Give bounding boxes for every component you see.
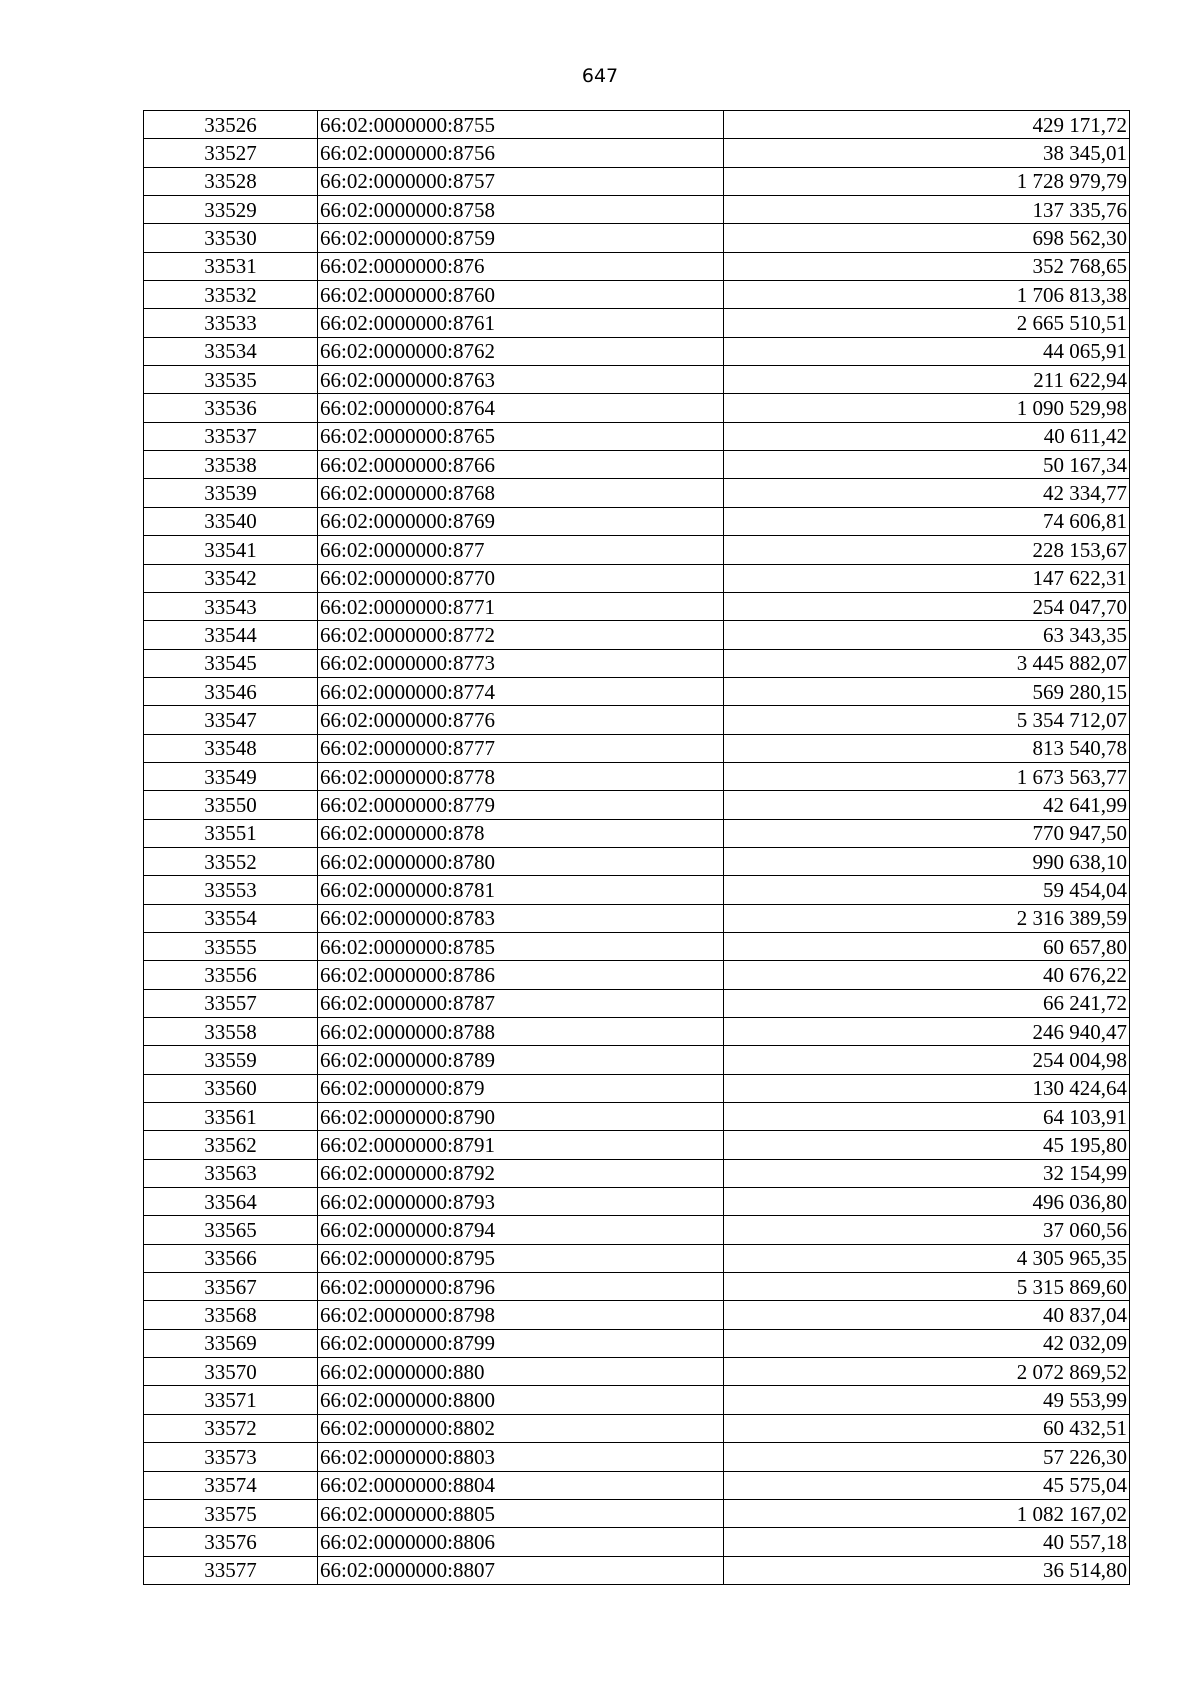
value-cell: 2 072 869,52 [724, 1358, 1130, 1386]
cadastral-number-cell: 66:02:0000000:8772 [318, 621, 724, 649]
table-row [144, 1556, 1130, 1584]
table-row [144, 224, 1130, 252]
cadastral-number-cell: 66:02:0000000:8805 [318, 1499, 724, 1527]
cadastral-number-cell: 66:02:0000000:880 [318, 1358, 724, 1386]
value-cell: 45 575,04 [724, 1471, 1130, 1499]
table-row [144, 932, 1130, 960]
cadastral-number-cell: 66:02:0000000:8777 [318, 734, 724, 762]
cadastral-number-cell: 66:02:0000000:878 [318, 819, 724, 847]
table-row [144, 394, 1130, 422]
table-row [144, 1499, 1130, 1527]
cadastral-number-cell: 66:02:0000000:8755 [318, 111, 724, 139]
value-cell: 50 167,34 [724, 451, 1130, 479]
cadastral-number-cell: 66:02:0000000:8769 [318, 507, 724, 535]
value-cell: 137 335,76 [724, 196, 1130, 224]
table-row [144, 451, 1130, 479]
value-cell: 254 004,98 [724, 1046, 1130, 1074]
value-cell: 40 837,04 [724, 1301, 1130, 1329]
table-row [144, 1301, 1130, 1329]
cadastral-number-cell: 66:02:0000000:8761 [318, 309, 724, 337]
cadastral-number-cell: 66:02:0000000:8794 [318, 1216, 724, 1244]
value-cell: 42 641,99 [724, 791, 1130, 819]
cadastral-number-cell: 66:02:0000000:8756 [318, 139, 724, 167]
cadastral-number-cell: 66:02:0000000:8762 [318, 337, 724, 365]
row-number-cell: 33538 [144, 451, 318, 479]
row-number-cell: 33556 [144, 961, 318, 989]
table-row [144, 337, 1130, 365]
cadastral-number-cell: 66:02:0000000:8781 [318, 876, 724, 904]
row-number-cell: 33537 [144, 422, 318, 450]
cadastral-number-cell: 66:02:0000000:8783 [318, 904, 724, 932]
data-table [143, 110, 1130, 1585]
table-row [144, 564, 1130, 592]
cadastral-number-cell: 66:02:0000000:8792 [318, 1159, 724, 1187]
cadastral-number-cell: 66:02:0000000:879 [318, 1074, 724, 1102]
row-number-cell: 33528 [144, 167, 318, 195]
value-cell: 990 638,10 [724, 847, 1130, 875]
row-number-cell: 33562 [144, 1131, 318, 1159]
table-row [144, 1329, 1130, 1357]
cadastral-number-cell: 66:02:0000000:8786 [318, 961, 724, 989]
table-row [144, 1471, 1130, 1499]
row-number-cell: 33554 [144, 904, 318, 932]
row-number-cell: 33539 [144, 479, 318, 507]
table-row [144, 592, 1130, 620]
cadastral-number-cell: 66:02:0000000:8778 [318, 762, 724, 790]
table-row [144, 904, 1130, 932]
table-row [144, 989, 1130, 1017]
table-row [144, 252, 1130, 280]
cadastral-number-cell: 66:02:0000000:8802 [318, 1414, 724, 1442]
row-number-cell: 33575 [144, 1499, 318, 1527]
value-cell: 254 047,70 [724, 592, 1130, 620]
cadastral-number-cell: 66:02:0000000:8787 [318, 989, 724, 1017]
table-row [144, 1188, 1130, 1216]
table-row [144, 507, 1130, 535]
value-cell: 429 171,72 [724, 111, 1130, 139]
value-cell: 57 226,30 [724, 1443, 1130, 1471]
table-row [144, 706, 1130, 734]
cadastral-number-cell: 66:02:0000000:8776 [318, 706, 724, 734]
cadastral-number-cell: 66:02:0000000:8758 [318, 196, 724, 224]
cadastral-number-cell: 66:02:0000000:8789 [318, 1046, 724, 1074]
value-cell: 1 082 167,02 [724, 1499, 1130, 1527]
value-cell: 147 622,31 [724, 564, 1130, 592]
row-number-cell: 33551 [144, 819, 318, 847]
row-number-cell: 33536 [144, 394, 318, 422]
table-row [144, 1443, 1130, 1471]
table-row [144, 1414, 1130, 1442]
value-cell: 40 611,42 [724, 422, 1130, 450]
cadastral-number-cell: 66:02:0000000:8764 [318, 394, 724, 422]
row-number-cell: 33527 [144, 139, 318, 167]
row-number-cell: 33531 [144, 252, 318, 280]
table-row [144, 1386, 1130, 1414]
table-row [144, 111, 1130, 139]
table-row [144, 1018, 1130, 1046]
cadastral-number-cell: 66:02:0000000:8785 [318, 932, 724, 960]
table-row [144, 536, 1130, 564]
row-number-cell: 33563 [144, 1159, 318, 1187]
row-number-cell: 33557 [144, 989, 318, 1017]
value-cell: 698 562,30 [724, 224, 1130, 252]
row-number-cell: 33553 [144, 876, 318, 904]
value-cell: 36 514,80 [724, 1556, 1130, 1584]
value-cell: 60 657,80 [724, 932, 1130, 960]
table-row [144, 196, 1130, 224]
table-row [144, 309, 1130, 337]
row-number-cell: 33555 [144, 932, 318, 960]
row-number-cell: 33529 [144, 196, 318, 224]
table-row [144, 1074, 1130, 1102]
row-number-cell: 33576 [144, 1528, 318, 1556]
value-cell: 49 553,99 [724, 1386, 1130, 1414]
table-row [144, 734, 1130, 762]
table-row [144, 1528, 1130, 1556]
row-number-cell: 33558 [144, 1018, 318, 1046]
value-cell: 44 065,91 [724, 337, 1130, 365]
cadastral-number-cell: 66:02:0000000:8788 [318, 1018, 724, 1046]
row-number-cell: 33544 [144, 621, 318, 649]
row-number-cell: 33577 [144, 1556, 318, 1584]
value-cell: 59 454,04 [724, 876, 1130, 904]
row-number-cell: 33570 [144, 1358, 318, 1386]
value-cell: 42 032,09 [724, 1329, 1130, 1357]
value-cell: 813 540,78 [724, 734, 1130, 762]
cadastral-number-cell: 66:02:0000000:8763 [318, 366, 724, 394]
row-number-cell: 33546 [144, 677, 318, 705]
value-cell: 66 241,72 [724, 989, 1130, 1017]
table-row [144, 167, 1130, 195]
table-row [144, 1216, 1130, 1244]
table-row [144, 1046, 1130, 1074]
row-number-cell: 33535 [144, 366, 318, 394]
value-cell: 211 622,94 [724, 366, 1130, 394]
value-cell: 3 445 882,07 [724, 649, 1130, 677]
row-number-cell: 33543 [144, 592, 318, 620]
value-cell: 40 676,22 [724, 961, 1130, 989]
page-number: 647 [581, 65, 619, 87]
row-number-cell: 33548 [144, 734, 318, 762]
cadastral-number-cell: 66:02:0000000:8804 [318, 1471, 724, 1499]
value-cell: 40 557,18 [724, 1528, 1130, 1556]
table-row [144, 876, 1130, 904]
row-number-cell: 33567 [144, 1273, 318, 1301]
table-row [144, 847, 1130, 875]
cadastral-number-cell: 66:02:0000000:8807 [318, 1556, 724, 1584]
cadastral-number-cell: 66:02:0000000:8770 [318, 564, 724, 592]
table-row [144, 961, 1130, 989]
value-cell: 5 354 712,07 [724, 706, 1130, 734]
row-number-cell: 33574 [144, 1471, 318, 1499]
value-cell: 2 316 389,59 [724, 904, 1130, 932]
value-cell: 1 673 563,77 [724, 762, 1130, 790]
row-number-cell: 33571 [144, 1386, 318, 1414]
row-number-cell: 33530 [144, 224, 318, 252]
cadastral-number-cell: 66:02:0000000:8757 [318, 167, 724, 195]
table-row [144, 649, 1130, 677]
cadastral-number-cell: 66:02:0000000:8760 [318, 281, 724, 309]
value-cell: 569 280,15 [724, 677, 1130, 705]
cadastral-number-cell: 66:02:0000000:877 [318, 536, 724, 564]
table-row [144, 422, 1130, 450]
value-cell: 74 606,81 [724, 507, 1130, 535]
row-number-cell: 33542 [144, 564, 318, 592]
value-cell: 38 345,01 [724, 139, 1130, 167]
row-number-cell: 33565 [144, 1216, 318, 1244]
row-number-cell: 33561 [144, 1103, 318, 1131]
value-cell: 4 305 965,35 [724, 1244, 1130, 1272]
cadastral-number-cell: 66:02:0000000:8806 [318, 1528, 724, 1556]
value-cell: 32 154,99 [724, 1159, 1130, 1187]
value-cell: 228 153,67 [724, 536, 1130, 564]
cadastral-number-cell: 66:02:0000000:8798 [318, 1301, 724, 1329]
table-row [144, 479, 1130, 507]
value-cell: 1 706 813,38 [724, 281, 1130, 309]
row-number-cell: 33572 [144, 1414, 318, 1442]
table-row [144, 621, 1130, 649]
cadastral-number-cell: 66:02:0000000:8803 [318, 1443, 724, 1471]
value-cell: 37 060,56 [724, 1216, 1130, 1244]
row-number-cell: 33533 [144, 309, 318, 337]
row-number-cell: 33573 [144, 1443, 318, 1471]
cadastral-number-cell: 66:02:0000000:8768 [318, 479, 724, 507]
value-cell: 1 090 529,98 [724, 394, 1130, 422]
table-row [144, 139, 1130, 167]
cadastral-number-cell: 66:02:0000000:8779 [318, 791, 724, 819]
row-number-cell: 33568 [144, 1301, 318, 1329]
table-row [144, 1358, 1130, 1386]
value-cell: 770 947,50 [724, 819, 1130, 847]
cadastral-number-cell: 66:02:0000000:8774 [318, 677, 724, 705]
value-cell: 1 728 979,79 [724, 167, 1130, 195]
row-number-cell: 33559 [144, 1046, 318, 1074]
table-row [144, 819, 1130, 847]
table-row [144, 1131, 1130, 1159]
cadastral-number-cell: 66:02:0000000:8795 [318, 1244, 724, 1272]
cadastral-number-cell: 66:02:0000000:8791 [318, 1131, 724, 1159]
row-number-cell: 33552 [144, 847, 318, 875]
table-row [144, 281, 1130, 309]
row-number-cell: 33564 [144, 1188, 318, 1216]
row-number-cell: 33566 [144, 1244, 318, 1272]
row-number-cell: 33540 [144, 507, 318, 535]
value-cell: 130 424,64 [724, 1074, 1130, 1102]
table-row [144, 1103, 1130, 1131]
cadastral-number-cell: 66:02:0000000:8796 [318, 1273, 724, 1301]
cadastral-number-cell: 66:02:0000000:8793 [318, 1188, 724, 1216]
value-cell: 246 940,47 [724, 1018, 1130, 1046]
row-number-cell: 33549 [144, 762, 318, 790]
table-row [144, 1244, 1130, 1272]
value-cell: 42 334,77 [724, 479, 1130, 507]
value-cell: 45 195,80 [724, 1131, 1130, 1159]
cadastral-number-cell: 66:02:0000000:8773 [318, 649, 724, 677]
cadastral-number-cell: 66:02:0000000:8800 [318, 1386, 724, 1414]
table-row [144, 1159, 1130, 1187]
cadastral-number-cell: 66:02:0000000:8771 [318, 592, 724, 620]
cadastral-number-cell: 66:02:0000000:8780 [318, 847, 724, 875]
row-number-cell: 33541 [144, 536, 318, 564]
cadastral-number-cell: 66:02:0000000:876 [318, 252, 724, 280]
row-number-cell: 33547 [144, 706, 318, 734]
cadastral-number-cell: 66:02:0000000:8759 [318, 224, 724, 252]
value-cell: 496 036,80 [724, 1188, 1130, 1216]
row-number-cell: 33545 [144, 649, 318, 677]
table-row [144, 1273, 1130, 1301]
row-number-cell: 33534 [144, 337, 318, 365]
row-number-cell: 33560 [144, 1074, 318, 1102]
row-number-cell: 33550 [144, 791, 318, 819]
table-body [144, 111, 1130, 1585]
table-row [144, 677, 1130, 705]
cadastral-number-cell: 66:02:0000000:8790 [318, 1103, 724, 1131]
row-number-cell: 33569 [144, 1329, 318, 1357]
table-row [144, 366, 1130, 394]
table-row [144, 791, 1130, 819]
value-cell: 5 315 869,60 [724, 1273, 1130, 1301]
value-cell: 63 343,35 [724, 621, 1130, 649]
row-number-cell: 33526 [144, 111, 318, 139]
row-number-cell: 33532 [144, 281, 318, 309]
value-cell: 64 103,91 [724, 1103, 1130, 1131]
cadastral-number-cell: 66:02:0000000:8799 [318, 1329, 724, 1357]
value-cell: 2 665 510,51 [724, 309, 1130, 337]
value-cell: 60 432,51 [724, 1414, 1130, 1442]
value-cell: 352 768,65 [724, 252, 1130, 280]
cadastral-number-cell: 66:02:0000000:8765 [318, 422, 724, 450]
table-row [144, 762, 1130, 790]
cadastral-number-cell: 66:02:0000000:8766 [318, 451, 724, 479]
